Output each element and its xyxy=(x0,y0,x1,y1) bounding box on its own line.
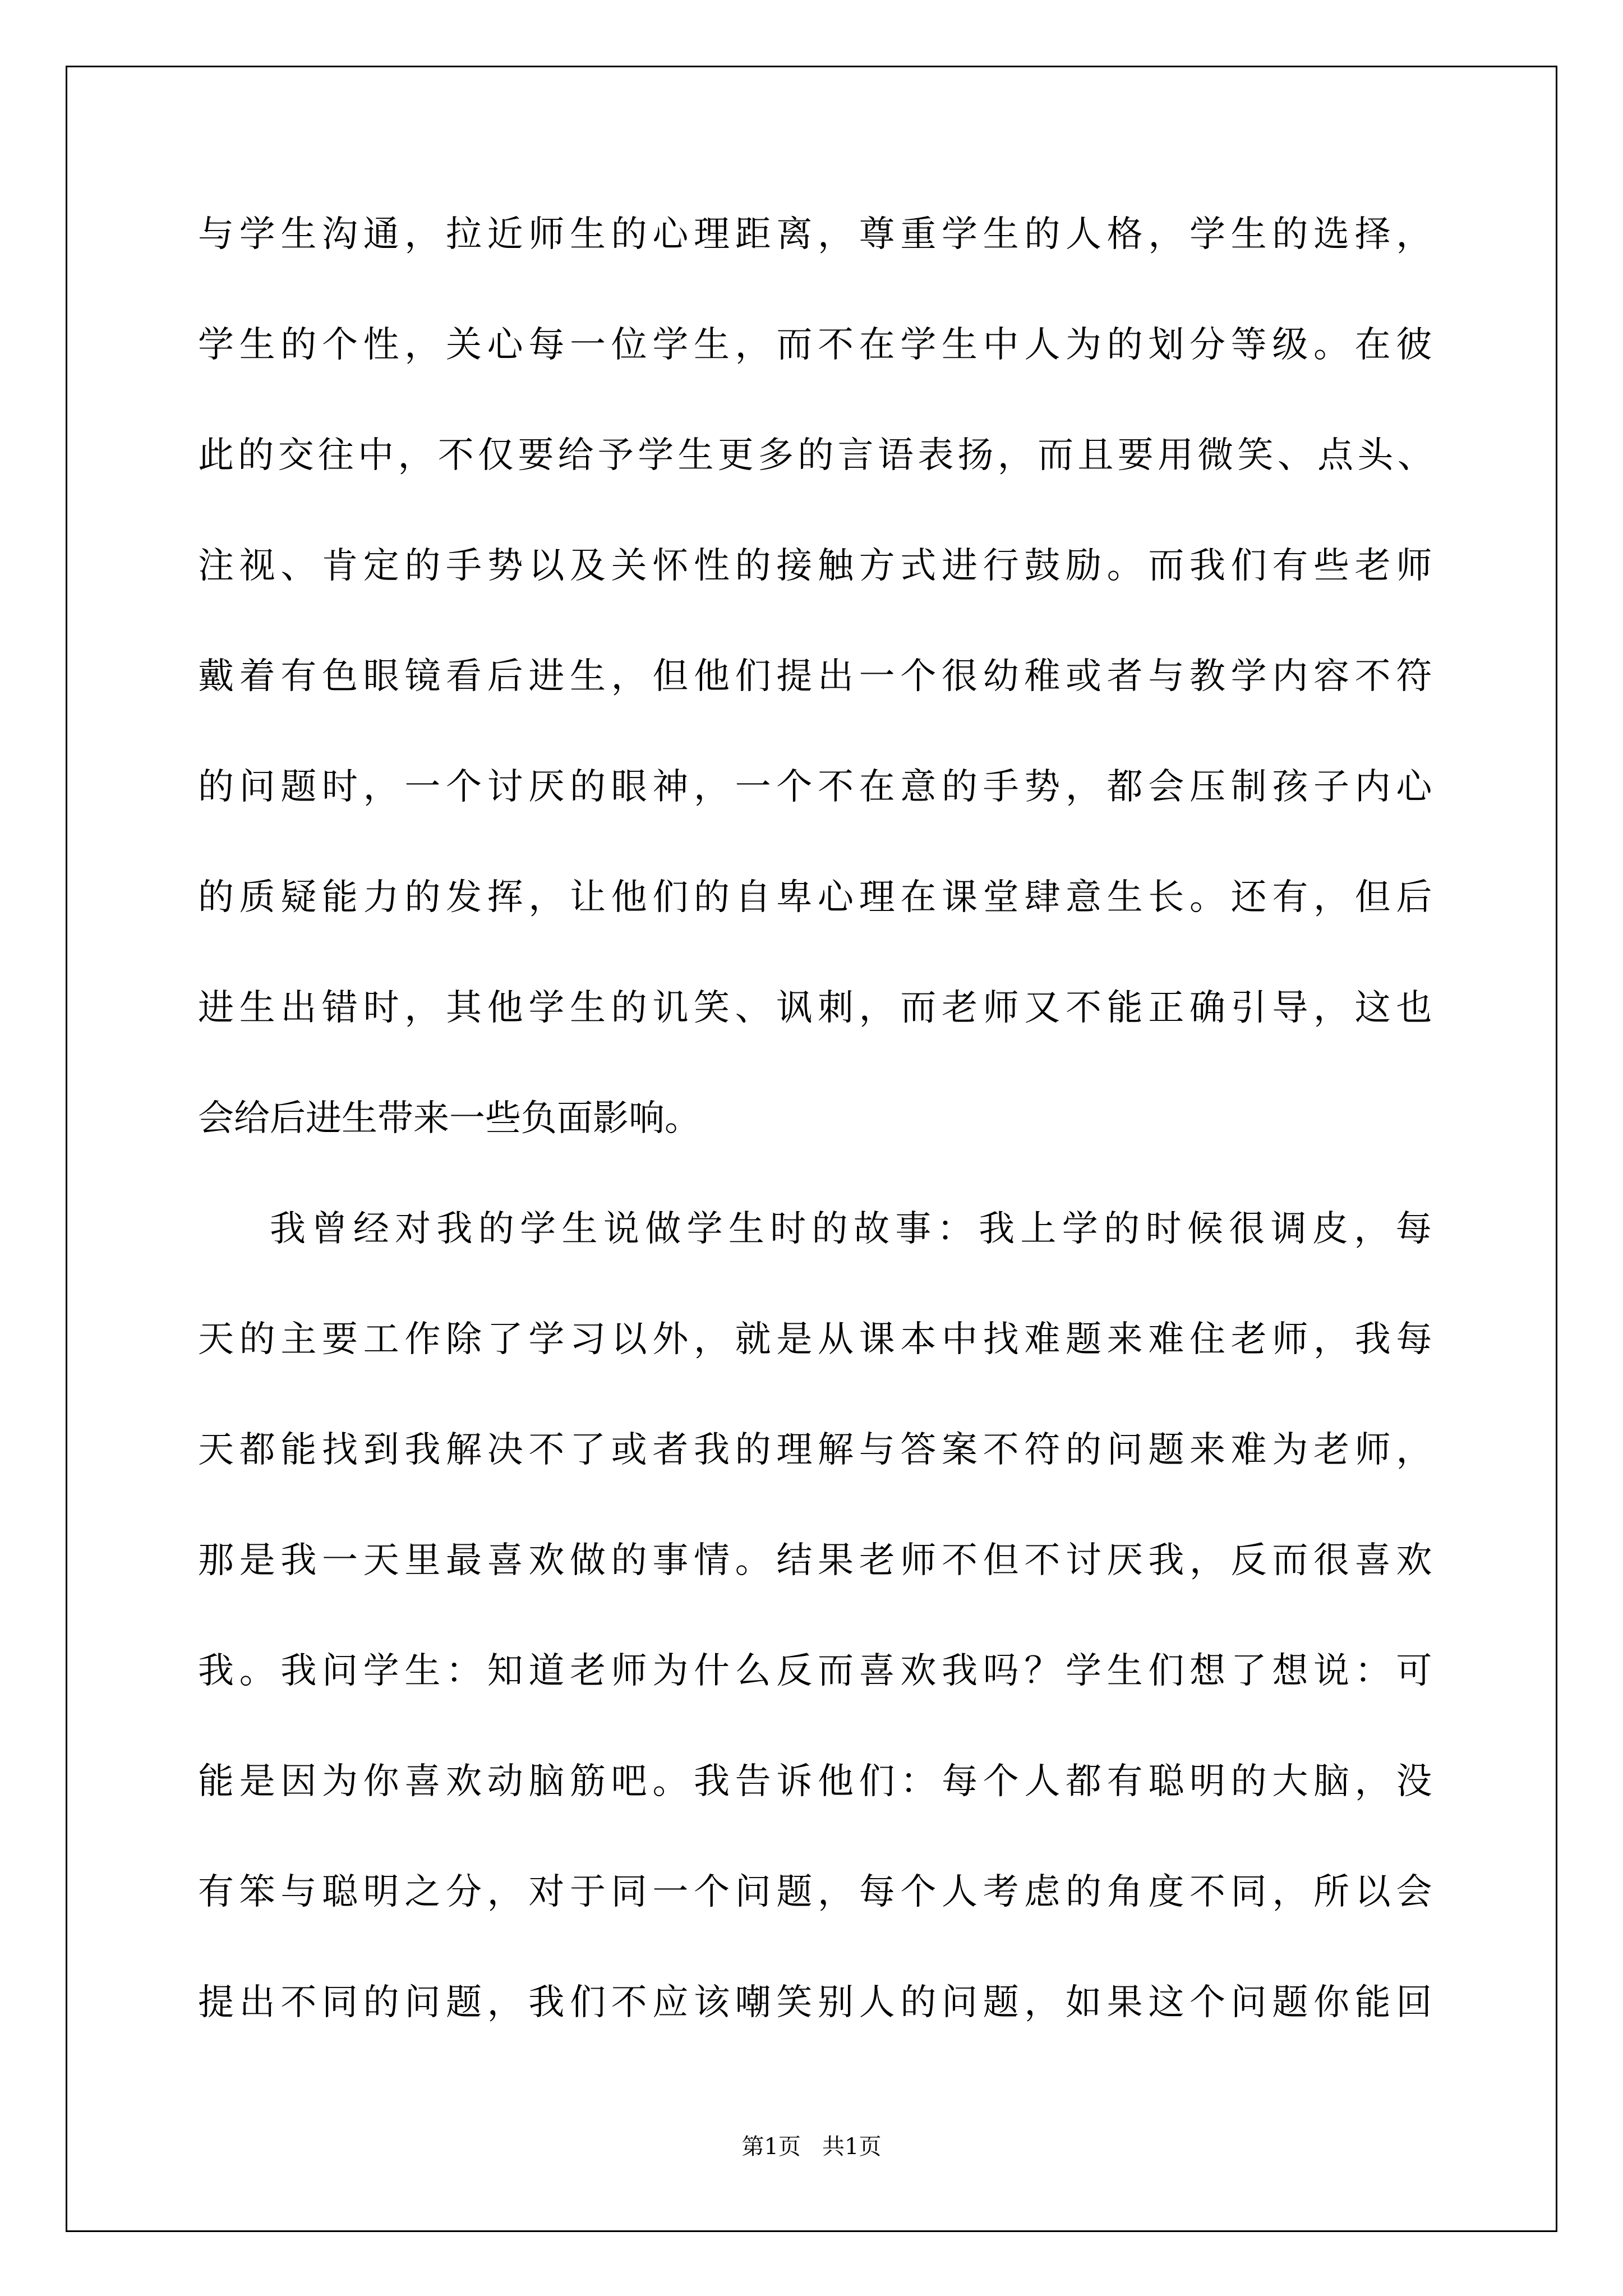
page-footer: 第1页 共1页 xyxy=(741,2134,882,2160)
text-line: 提出不同的问题，我们不应该嘲笑别人的问题，如果这个问题你能回 xyxy=(198,1982,1437,2023)
text-line: 学生的个性，关心每一位学生，而不在学生中人为的划分等级。在彼 xyxy=(198,324,1437,366)
text-line: 我。我问学生：知道老师为什么反而喜欢我吗？学生们想了想说：可 xyxy=(198,1650,1437,1692)
text-line: 此的交往中，不仅要给予学生更多的言语表扬，而且要用微笑、点头、 xyxy=(198,435,1437,476)
text-line: 我曾经对我的学生说做学生时的故事：我上学的时候很调皮，每 xyxy=(270,1208,1437,1250)
document-body xyxy=(198,206,1437,2085)
text-line: 会给后进生带来一些负面影响。 xyxy=(198,1098,700,1139)
text-line: 天的主要工作除了学习以外，就是从课本中找难题来难住老师，我每 xyxy=(198,1319,1437,1360)
text-line: 戴着有色眼镜看后进生，但他们提出一个很幼稚或者与教学内容不符 xyxy=(198,656,1437,697)
text-line: 注视、肯定的手势以及关怀性的接触方式进行鼓励。而我们有些老师 xyxy=(198,545,1437,587)
text-line: 进生出错时，其他学生的讥笑、讽刺，而老师又不能正确引导，这也 xyxy=(198,987,1437,1029)
text-line: 的问题时，一个讨厌的眼神，一个不在意的手势，都会压制孩子内心 xyxy=(198,766,1437,808)
text-line: 与学生沟通，拉近师生的心理距离，尊重学生的人格，学生的选择， xyxy=(198,214,1437,255)
text-line: 那是我一天里最喜欢做的事情。结果老师不但不讨厌我，反而很喜欢 xyxy=(198,1540,1437,1581)
text-line: 能是因为你喜欢动脑筋吧。我告诉他们：每个人都有聪明的大脑，没 xyxy=(198,1761,1437,1802)
text-line: 天都能找到我解决不了或者我的理解与答案不符的问题来难为老师， xyxy=(198,1429,1437,1471)
text-line: 的质疑能力的发挥，让他们的自卑心理在课堂肆意生长。还有，但后 xyxy=(198,877,1437,918)
text-line: 有笨与聪明之分，对于同一个问题，每个人考虑的角度不同，所以会 xyxy=(198,1871,1437,1913)
